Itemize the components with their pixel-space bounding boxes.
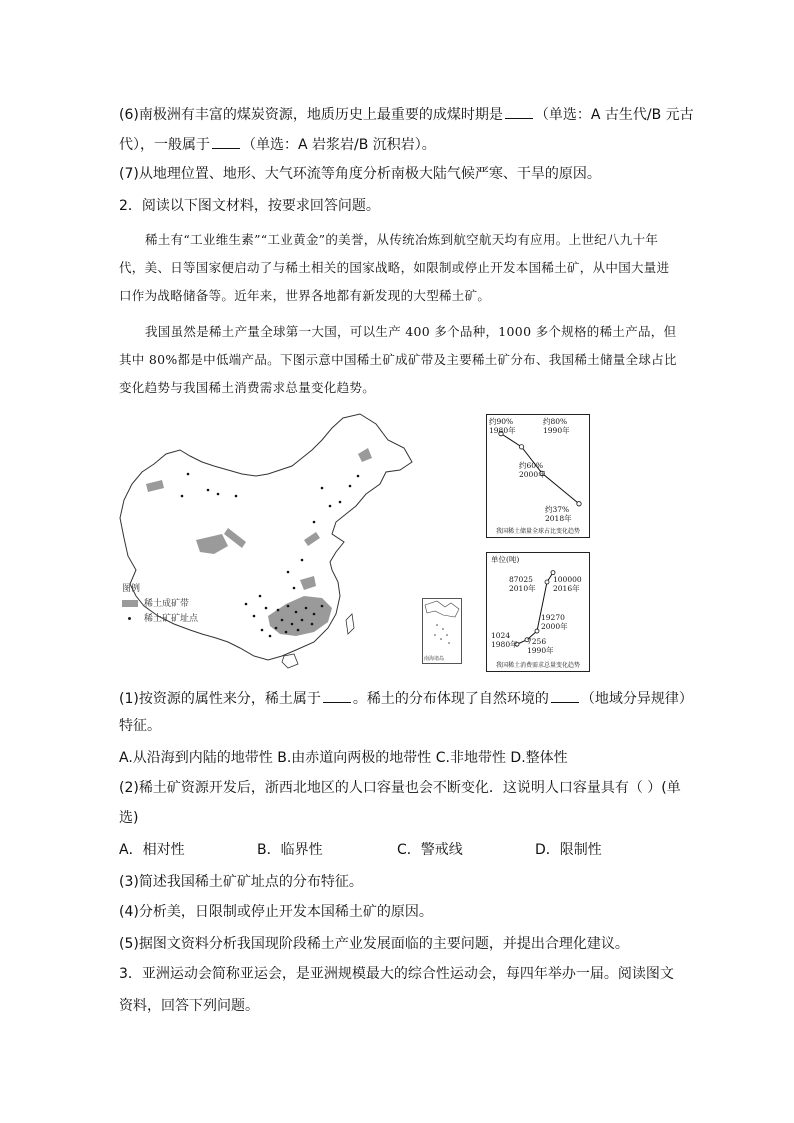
inset-island bbox=[448, 642, 450, 644]
mine-site-dot bbox=[297, 629, 300, 632]
legend-site-dot bbox=[128, 617, 131, 620]
chart2-label-1990 bbox=[527, 637, 554, 655]
chart1-label-1980 bbox=[489, 417, 516, 435]
mine-site-dot bbox=[281, 619, 284, 622]
chart2-label-2010 bbox=[509, 575, 536, 593]
chart1-caption: 我国稀土储量全球占比变化趋势 bbox=[495, 528, 580, 535]
mine-site-dot bbox=[321, 487, 324, 490]
q6-text-b: （单选：A 古生代/B 元古 bbox=[534, 107, 694, 123]
legend-title: 图例 bbox=[122, 584, 141, 594]
q6-line-1 bbox=[119, 104, 694, 125]
mine-site-dot bbox=[275, 627, 278, 630]
reserve-share-point bbox=[577, 502, 581, 506]
mine-site-dot bbox=[285, 631, 288, 634]
answer-blank[interactable] bbox=[323, 688, 351, 703]
inset-coast bbox=[425, 601, 459, 617]
inset-island bbox=[434, 634, 436, 636]
chart2-unit: 单位(吨) bbox=[491, 555, 520, 564]
q2-title: 2．阅读以下图文材料，按要求回答问题。 bbox=[119, 198, 380, 214]
mine-site-dot bbox=[321, 605, 324, 608]
chart1-label-2018 bbox=[545, 505, 572, 523]
sq5-text: (5)据图文资料分析我国现阶段稀土产业发展面临的主要问题，并提出合理化建议。 bbox=[119, 936, 629, 952]
legend-site-row bbox=[122, 612, 198, 627]
mine-site-dot bbox=[287, 605, 290, 608]
legend-site-label: 稀土矿矿址点 bbox=[144, 614, 199, 624]
sq1-options: A.从沿海到内陆的地带性 B.由赤道向两极的地带性 C.非地带性 D.整体性 bbox=[119, 750, 568, 766]
chart2-value-2016: 100000 bbox=[553, 575, 582, 584]
mine-site-dot bbox=[349, 485, 352, 488]
chart2-year-2010: 2010年 bbox=[509, 584, 536, 593]
passage-paragraph-1: 稀土有“工业维生素”“工业黄金”的美誉，从传统冶炼到航空航天均有应用。上世纪八九十年代，美、日等国家便启动了与稀土相关的国家战略，如限制或停止开发本国稀土矿，从中国大量进口作为战略储备等。近年来，世界各地都有新发现的大型稀土矿。 bbox=[119, 232, 670, 303]
reserve-share-chart bbox=[486, 414, 590, 538]
chart1-value-2018: 约37% bbox=[545, 505, 570, 514]
taiwan-island bbox=[346, 614, 354, 634]
mine-site-dot bbox=[261, 629, 264, 632]
chart2-value-1980: 1024 bbox=[491, 631, 511, 640]
mine-site-dot bbox=[295, 611, 298, 614]
sq1-line-1 bbox=[119, 688, 693, 709]
mine-site-dot bbox=[187, 473, 190, 476]
consumption-chart bbox=[486, 552, 590, 672]
chart1-label-2000 bbox=[519, 461, 546, 479]
mine-site-dot bbox=[313, 613, 316, 616]
q3-line-1: 3．亚洲运动会简称亚运会，是亚洲规模最大的综合性运动会，每四年举办一届。阅读图文 bbox=[119, 966, 674, 982]
chart2-label-1980 bbox=[491, 631, 518, 649]
q7-text: (7)从地理位置、地形、大气环流等角度分析南极大陆气候严寒、干旱的原因。 bbox=[119, 166, 601, 182]
answer-blank[interactable] bbox=[505, 104, 533, 119]
q3-line-2: 资料，回答下列问题。 bbox=[119, 998, 259, 1014]
map-legend bbox=[122, 582, 198, 627]
chart1-label-1990 bbox=[543, 417, 570, 435]
sq2-option-c[interactable]: C．警戒线 bbox=[397, 842, 463, 858]
inset-island bbox=[446, 634, 448, 636]
south-china-sea-inset bbox=[422, 598, 462, 664]
mine-site-dot bbox=[181, 495, 184, 498]
figure-group bbox=[118, 410, 598, 672]
sq2-line-1: (2)稀土矿资源开发后，浙西北地区的人口容量也会不断变化．这说明人口容量具有（ ）(单 bbox=[119, 780, 681, 796]
chart2-value-1990: 7256 bbox=[527, 637, 547, 646]
china-map bbox=[118, 410, 418, 672]
inset-island bbox=[436, 624, 438, 626]
mine-site-dot bbox=[217, 493, 220, 496]
sq3-text: (3)简述我国稀土矿矿址点的分布特征。 bbox=[119, 874, 363, 890]
sq2-option-d[interactable]: D．限制性 bbox=[535, 842, 602, 858]
passage-paragraph-2: 我国虽然是稀土产量全球第一大国，可以生产 400 多个品种，1000 多个规格的稀土产品，但其中 80%都是中低端产品。下图示意中国稀土矿成矿带及主要稀土矿分布、我国稀土储量全球占比变化趋势与我国稀土消费需求总量变化趋势。 bbox=[119, 324, 677, 395]
chart2-caption: 我国稀土消费需求总量变化趋势 bbox=[495, 662, 580, 669]
q6-text-c: 代），一般属于 bbox=[119, 137, 210, 153]
mine-site-dot bbox=[269, 635, 272, 638]
mine-site-dot bbox=[259, 595, 262, 598]
q6-line-2 bbox=[119, 134, 436, 155]
mine-site-dot bbox=[293, 587, 296, 590]
inset-map bbox=[423, 599, 461, 663]
answer-blank[interactable] bbox=[551, 688, 579, 703]
chart1-value-1980: 约90% bbox=[489, 417, 514, 426]
mine-site-dot bbox=[287, 571, 290, 574]
legend-belt-label: 稀土成矿带 bbox=[144, 599, 190, 609]
hainan-island bbox=[282, 654, 298, 668]
chart2-label-2000 bbox=[541, 613, 568, 631]
mine-site-dot bbox=[339, 501, 342, 504]
sq1-text-a: (1)按资源的属性来分，稀土属于 bbox=[119, 691, 321, 707]
q6-text-a: (6)南极洲有丰富的煤炭资源，地质历史上最重要的成煤时期是 bbox=[119, 107, 503, 123]
consumption-point bbox=[535, 629, 539, 633]
mine-site-dot bbox=[357, 475, 360, 478]
mine-site-dot bbox=[301, 619, 304, 622]
chart2-year-1980: 1980年 bbox=[491, 640, 518, 649]
answer-blank[interactable] bbox=[212, 134, 240, 149]
sq2-option-a[interactable]: A．相对性 bbox=[119, 842, 185, 858]
sq4-text: (4)分析美，日限制或停止开发本国稀土矿的原因。 bbox=[119, 904, 433, 920]
mine-site-dot bbox=[301, 559, 304, 562]
q6-text-d: （单选：A 岩浆岩/B 沉积岩）。 bbox=[242, 137, 436, 153]
mine-site-dot bbox=[311, 623, 314, 626]
sq1-line-2: 特征。 bbox=[119, 718, 161, 734]
sq1-text-c: （地域分异规律） bbox=[580, 691, 693, 707]
chart2-year-2016: 2016年 bbox=[553, 584, 580, 593]
mine-site-dot bbox=[313, 521, 316, 524]
chart2-year-2000: 2000年 bbox=[541, 622, 568, 631]
chart1-year-2018: 2018年 bbox=[545, 514, 572, 523]
mine-site-dot bbox=[291, 623, 294, 626]
chart2-year-1990: 1990年 bbox=[527, 646, 554, 655]
consumption-point bbox=[545, 580, 549, 584]
chart1-value-2000: 约60% bbox=[519, 461, 544, 470]
mine-site-dot bbox=[277, 609, 280, 612]
inset-islands bbox=[434, 624, 450, 644]
inset-island bbox=[442, 628, 444, 630]
mine-site-dot bbox=[245, 603, 248, 606]
chart2-label-2016 bbox=[553, 575, 582, 593]
legend-belt-row bbox=[122, 597, 198, 612]
mine-site-dot bbox=[329, 505, 332, 508]
chart1-year-1990: 1990年 bbox=[543, 426, 570, 435]
chart1-value-1990: 约80% bbox=[543, 417, 568, 426]
sq2-line-2: 选) bbox=[119, 810, 139, 826]
sq1-text-b: 。稀土的分布体现了自然环境的 bbox=[352, 691, 549, 707]
inset-island bbox=[440, 638, 442, 640]
mine-site-dot bbox=[265, 607, 268, 610]
chart2-value-2010: 87025 bbox=[509, 575, 533, 584]
mine-site-dot bbox=[235, 495, 238, 498]
inset-label: 南海诸岛 bbox=[424, 656, 445, 662]
reserve-share-point bbox=[519, 445, 523, 449]
mine-site-dot bbox=[305, 607, 308, 610]
mine-site-dot bbox=[253, 615, 256, 618]
chart1-year-1980: 1980年 bbox=[489, 426, 516, 435]
legend-belt-swatch bbox=[122, 600, 138, 607]
chart2-value-2000: 19270 bbox=[541, 613, 565, 622]
mine-site-dot bbox=[207, 489, 210, 492]
chart1-year-2000: 2000年 bbox=[519, 470, 546, 479]
sq2-option-b[interactable]: B．临界性 bbox=[257, 842, 323, 858]
